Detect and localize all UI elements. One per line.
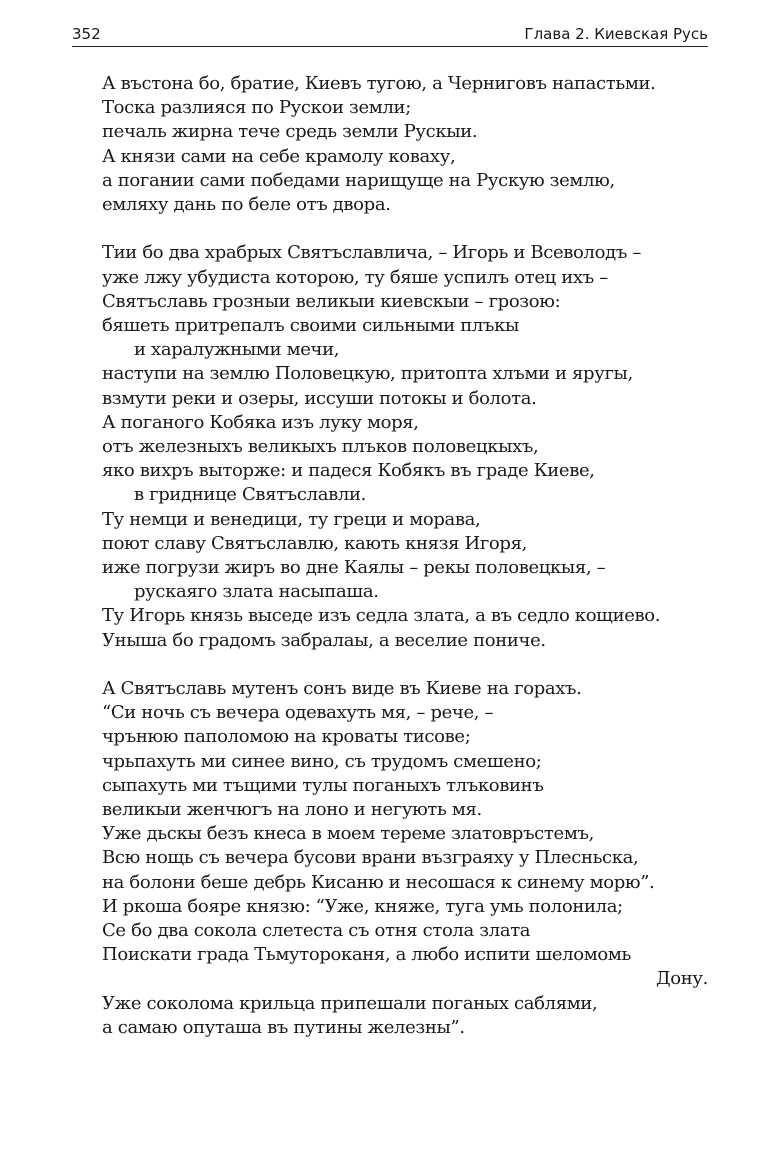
verse-line: А князи сами на себе крамолу коваху, xyxy=(102,145,456,167)
verse-line: уже лжу убудиста которою, ту бяше успилъ отец ихъ – xyxy=(102,266,608,288)
verse-line: а самаю опуташа въ путины железны”. xyxy=(102,1016,465,1038)
verse-line: Тоска разлияся по Рускои земли; xyxy=(102,97,411,119)
verse-line: А Святъславь мутенъ сонъ виде въ Киеве на горахъ. xyxy=(102,678,582,700)
verse-line: в гриднице Святъславли. xyxy=(134,484,366,506)
poem-text xyxy=(102,72,708,1064)
verse-line: А въстона бо, братие, Киевъ тугою, а Черниговъ напастьми. xyxy=(102,73,656,94)
verse-line: а погании сами победами нарищуще на Рускую землю, xyxy=(102,169,615,191)
running-head: Глава 2. Киевская Русь xyxy=(524,25,708,43)
stanza xyxy=(102,72,708,217)
verse-line: Поискати града Тьмутороканя, а любо испити шеломомь xyxy=(102,944,631,966)
verse-line: Ту Игорь князь выседе изъ седла злата, а въ седло кощиево. xyxy=(102,605,661,627)
page-header xyxy=(72,22,708,47)
verse-line: взмути реки и озеры, иссуши потокы и болота. xyxy=(102,387,537,409)
verse-line: сыпахуть ми тъщими тулы поганыхъ тлъковинъ xyxy=(102,774,544,796)
verse-line: поют славу Святъславлю, кають князя Игоря, xyxy=(102,532,527,554)
page-number: 352 xyxy=(72,25,101,43)
verse-line: отъ железныхъ великыхъ плъков половецкыхъ, xyxy=(102,436,539,458)
verse-line: Се бо два сокола слетеста съ отня стола злата xyxy=(102,920,531,942)
verse-line: на болони беше дебрь Кисаню и несошася к синему морю”. xyxy=(102,871,655,893)
verse-line: Дону. xyxy=(655,968,708,990)
verse-line: Уныша бо градомъ забралаы, а веселие пониче. xyxy=(102,629,546,651)
verse-line: бяшеть притрепалъ своими сильными плъкы xyxy=(102,315,519,337)
verse-line: и харалужными мечи, xyxy=(134,339,340,361)
verse-line: “Си ночь съ вечера одевахуть мя, – рече, – xyxy=(102,702,494,724)
verse-line: А поганого Кобяка изъ луку моря, xyxy=(102,411,419,433)
stanza xyxy=(102,241,708,652)
verse-line: Тии бо два храбрых Святъславлича, – Игорь и Всеволодъ – xyxy=(102,242,641,264)
verse-line: Уже дьскы безъ кнеса в моем тереме златовръстемъ, xyxy=(102,823,594,845)
verse-line: рускаяго злата насыпаша. xyxy=(134,581,379,603)
verse-line: Всю нощь съ вечера бусови врани възграяху у Плесньска, xyxy=(102,847,639,869)
verse-line: чрънюю паполомою на кроваты тисове; xyxy=(102,726,471,748)
verse-line: печаль жирна тече средь земли Рускыи. xyxy=(102,121,478,143)
verse-line: Ту немци и венедици, ту греци и морава, xyxy=(102,508,481,530)
verse-line: емляху дань по беле отъ двора. xyxy=(102,194,391,216)
verse-line: Уже соколома крильца припешали поганых саблями, xyxy=(102,992,598,1014)
verse-line: иже погрузи жиръ во дне Каялы – рекы половецкыя, – xyxy=(102,557,606,579)
verse-line: Святъславь грозныи великыи киевскыи – грозою: xyxy=(102,290,561,312)
verse-line: великыи женчюгъ на лоно и негують мя. xyxy=(102,799,482,821)
verse-line: наступи на землю Половецкую, притопта хлъми и яругы, xyxy=(102,363,633,385)
verse-line: И ркоша бояре князю: “Уже, княже, туга умь полонила; xyxy=(102,895,623,917)
stanza xyxy=(102,677,708,1040)
verse-line: яко вихръ выторже: и падеся Кобякъ въ граде Киеве, xyxy=(102,460,595,482)
verse-line: чрьпахуть ми синее вино, съ трудомъ смешено; xyxy=(102,750,542,772)
